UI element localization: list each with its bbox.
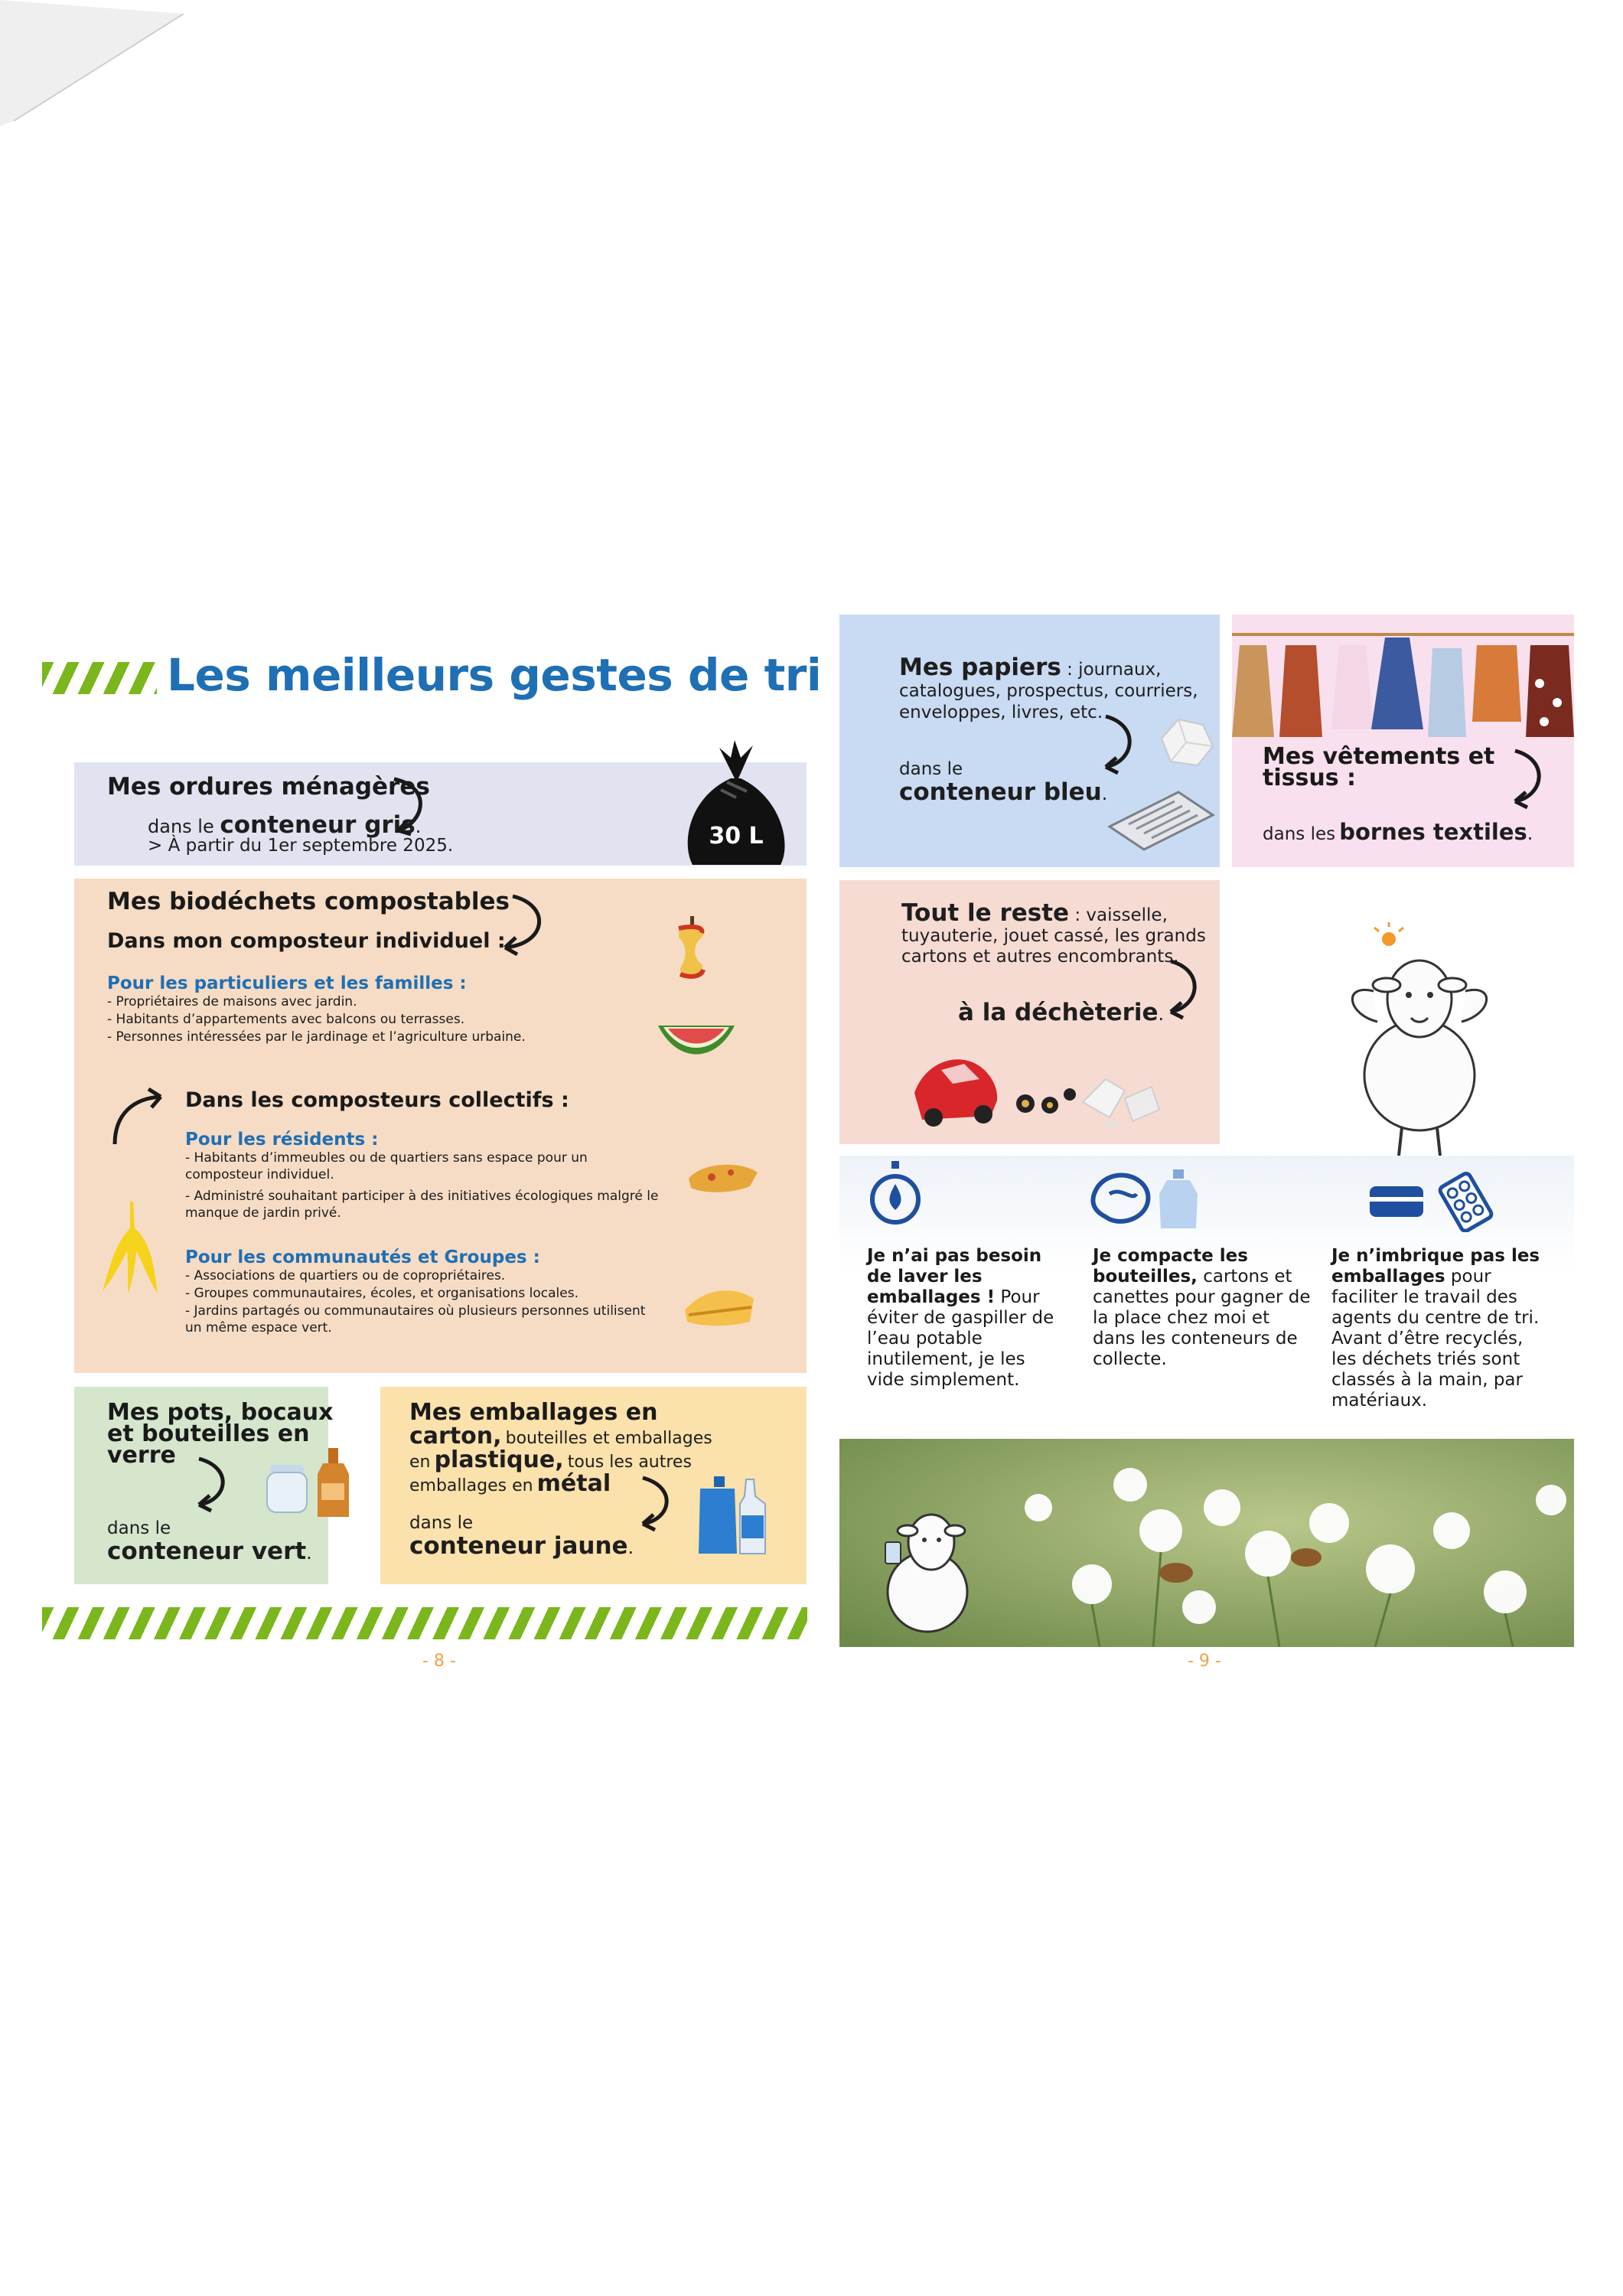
conteneur-bleu: conteneur bleu <box>899 778 1102 806</box>
broken-dish-icon <box>1079 1068 1163 1129</box>
glass-jar-icon <box>264 1462 310 1515</box>
biodechets-sub2: Dans les composteurs collectifs : <box>185 1088 569 1112</box>
group1-item: - Habitants d’appartements avec balcons ou terrasses. <box>107 1012 465 1027</box>
loose-wheels-icon <box>1010 1087 1079 1117</box>
group1-item: - Propriétaires de maisons avec jardin. <box>107 994 357 1009</box>
vetements-line-post: . <box>1527 823 1533 844</box>
banana-peel-icon <box>99 1198 161 1297</box>
a-la-decheterie: à la déchèterie <box>958 999 1159 1026</box>
plastic-bottles-icon <box>693 1473 769 1557</box>
tip-2 <box>1093 1246 1315 1370</box>
page-corner-fold <box>0 0 199 130</box>
papiers-heading: Mes papiers <box>899 654 1061 681</box>
papiers-line-post: . <box>1101 783 1108 804</box>
curved-arrow-icon <box>184 1454 237 1515</box>
verre-line-post: . <box>306 1542 312 1564</box>
vetements-heading <box>1263 743 1515 791</box>
papiers-line <box>899 758 1107 807</box>
tip-3-bold: Je n’imbrique pas les emballages <box>1331 1246 1540 1287</box>
group2-title: Pour les résidents : <box>185 1130 379 1150</box>
group3-item: - Jardins partagés ou communautaires où plusieurs personnes utilisent un même espace vert. <box>185 1303 646 1336</box>
vetements-colon: : <box>1347 765 1357 791</box>
paper-ball-icon <box>1155 716 1217 769</box>
conteneur-jaune: conteneur jaune <box>409 1532 628 1560</box>
jaune-text <box>409 1399 731 1497</box>
verre-line <box>107 1517 312 1567</box>
group3-item: - Groupes communautaires, écoles, et organisations locales. <box>185 1286 578 1301</box>
ordures-line2: > À partir du 1er septembre 2025. <box>148 836 454 856</box>
curved-arrow-icon <box>379 773 440 842</box>
ordures-line1-pre: dans le <box>148 816 214 837</box>
verre-line-pre: dans le <box>107 1518 171 1538</box>
tip-1-bold: Je n’ai pas besoin de laver les emballages ! <box>867 1246 1042 1307</box>
sheep-mascot-icon <box>1331 922 1507 1159</box>
curved-arrow-up-icon <box>107 1083 168 1148</box>
jaune-t2: tous les autres emballages en <box>409 1453 692 1495</box>
page-title: Les meilleurs gestes de tri <box>167 649 822 701</box>
group3-title: Pour les communautés et Groupes : <box>185 1247 540 1267</box>
apple-core-icon <box>670 915 715 983</box>
biodechets-sub1: Dans mon composteur individuel : <box>107 929 506 953</box>
curved-arrow-icon <box>1500 746 1553 815</box>
jaune-line-post: . <box>627 1537 634 1558</box>
flowers-photo <box>839 1439 1574 1647</box>
curved-arrow-icon <box>490 890 559 959</box>
conteneur-vert: conteneur vert <box>107 1538 307 1565</box>
tip-1 <box>867 1246 1062 1391</box>
papiers-desc <box>899 654 1205 723</box>
vetements-line-pre: dans les <box>1263 824 1336 844</box>
vetements-heading-text: Mes vêtements et tissus <box>1263 743 1495 791</box>
papiers-line-pre: dans le <box>899 759 963 779</box>
reste-heading: Tout le reste <box>901 899 1070 927</box>
ordures-line1-post: . <box>415 816 422 837</box>
tip-2-text: cartons et canettes pour gagner de la place chez moi et dans les conteneurs de collecte. <box>1093 1267 1311 1369</box>
jaune-t1: bouteilles et emballages en <box>409 1429 712 1472</box>
reste-line-post: . <box>1158 1003 1165 1025</box>
page-number-right: - 9 - <box>1188 1652 1221 1671</box>
jaune-line-pre: dans le <box>409 1513 474 1533</box>
reste-line <box>958 999 1164 1026</box>
glass-bottle-icon <box>312 1446 354 1519</box>
papiers-list: : journaux, catalogues, prospectus, courriers, enveloppes, livres, etc. <box>899 660 1198 722</box>
crushed-bottle-icon <box>1090 1163 1205 1232</box>
page-number-left: - 8 - <box>422 1652 456 1671</box>
tip-3-text: pour faciliter le travail des agents du centre de tri. Avant d’être recyclés, les déchets triés sont classés à la main, par matériaux. <box>1331 1267 1540 1411</box>
bread-crust-icon <box>685 1156 761 1202</box>
group1-item: - Personnes intéressées par le jardinage et l’agriculture urbaine. <box>107 1029 526 1045</box>
reste-list: : vaisselle, tuyauterie, jouet cassé, les grands cartons et autres encombrants. <box>901 905 1206 967</box>
biodechets-heading: Mes biodéchets compostables <box>107 888 510 915</box>
watermelon-rind-icon <box>654 1018 738 1064</box>
group3-item: - Associations de quartiers ou de copropriétaires. <box>185 1268 506 1283</box>
jaune-plastique: plastique, <box>434 1446 564 1473</box>
water-drop-icon <box>869 1159 922 1228</box>
bornes-textiles: bornes textiles <box>1339 819 1527 845</box>
jaune-line <box>409 1512 634 1561</box>
trash-bag-icon <box>673 736 796 866</box>
jaune-metal: métal <box>536 1470 611 1497</box>
packaging-icon <box>1366 1171 1496 1232</box>
bag-label: 30 L <box>709 823 764 850</box>
tip-3 <box>1331 1246 1553 1411</box>
newspaper-icon <box>1102 784 1217 853</box>
verre-heading: Mes pots, bocaux et bouteilles en verre <box>107 1399 334 1469</box>
tip-1-text: Pour éviter de gaspiller de l’eau potable inutilement, je les vide simplement. <box>867 1287 1054 1390</box>
toy-car-icon <box>907 1047 1006 1131</box>
clothes-rack-icon <box>1232 615 1574 741</box>
group2-item: - Habitants d’immeubles ou de quartiers sans espace pour un composteur individuel. <box>185 1150 588 1182</box>
vetements-line <box>1263 819 1533 845</box>
jaune-heading: Mes emballages en <box>409 1399 658 1426</box>
jaune-carton: carton, <box>409 1423 502 1450</box>
curved-arrow-icon <box>627 1473 681 1534</box>
title-stripes <box>42 662 157 694</box>
group2-item: - Administré souhaitant participer à des initiatives écologiques malgré le manque de jardin privé. <box>185 1189 659 1221</box>
tip-2-bold: Je compacte les bouteilles, <box>1093 1246 1248 1287</box>
bottom-stripes-left <box>42 1607 807 1639</box>
ordures-heading: Mes ordures ménagères <box>107 773 430 801</box>
cheese-crust-icon <box>681 1280 758 1333</box>
ordures-conteneur-gris: conteneur gris <box>220 811 416 839</box>
group1-title: Pour les particuliers et les familles : <box>107 974 467 993</box>
